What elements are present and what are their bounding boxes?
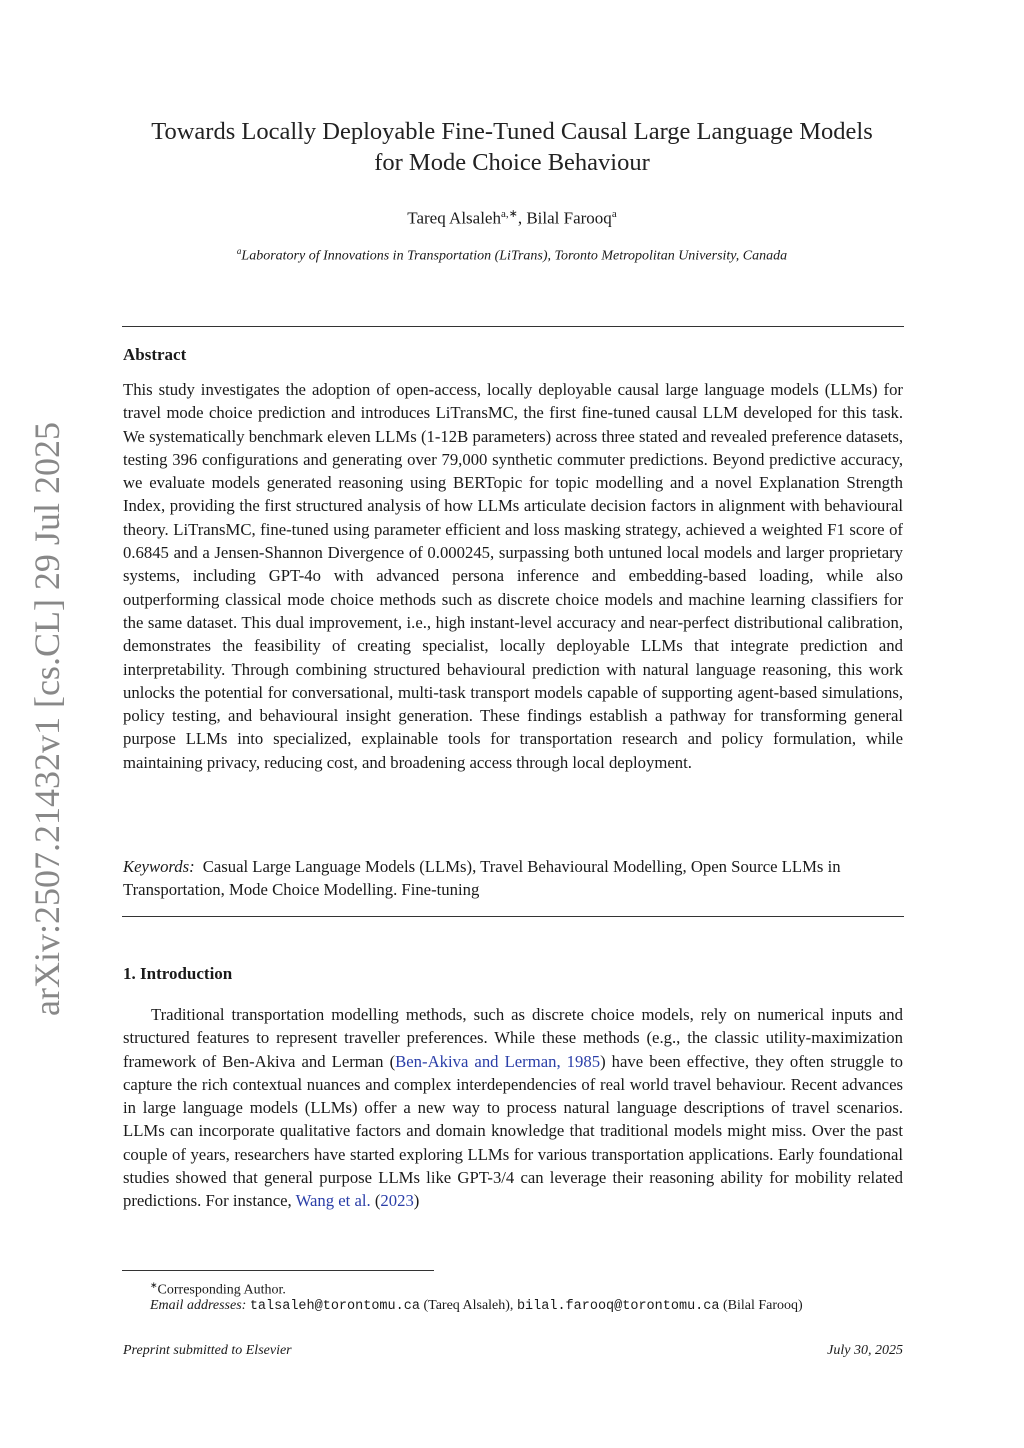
footer-date: July 30, 2025 <box>827 1343 903 1358</box>
citation-link[interactable]: Ben-Akiva and Lerman, 1985 <box>395 1051 601 1071</box>
author-affiliation-mark: a <box>611 208 617 220</box>
email-address[interactable]: bilal.farooq@torontomu.ca <box>516 1299 720 1314</box>
intro-text: Traditional transportation modelling methods, such as discrete choice models, rely on numerical inputs and structured features to represent traveller preferences. While these methods (e.g., the classic utility-maximization framework of Ben-Akiva and Lerman ( <box>123 1005 903 1071</box>
keywords-text: Casual Large Language Models (LLMs), Travel Behavioural Modelling, Open Source LLMs in Transportation, Mode Choice Modelling. Fine-tuning <box>123 857 841 900</box>
abstract-heading: Abstract <box>123 345 187 364</box>
email-label: Email addresses: <box>150 1298 247 1313</box>
footer-left: Preprint submitted to Elsevier <box>123 1343 292 1358</box>
intro-text: ) have been effective, they often struggle to capture the rich contextual nuances and complex interdependencies of real world travel behaviour. Recent advances in large language models (LLMs) offer a new way to process natural language descriptions of travel scenarios. LLMs can incorporate qualitative factors and domain knowledge that traditional models might miss. Over the past couple of years, researchers have started exploring LLMs for various transportation applications. Early foundational studies showed that general purpose LLMs like GPT-3/4 can leverage their reasoning ability for mobility related predictions. For instance, <box>123 1051 903 1211</box>
footnote-mark: ∗ <box>150 1280 158 1290</box>
introduction-paragraph <box>123 1003 903 1213</box>
email-address[interactable]: talsaleh@torontomu.ca <box>249 1299 420 1314</box>
intro-text: ( <box>370 1191 381 1211</box>
author-name: Bilal Farooq <box>526 208 612 228</box>
section-heading: 1. Introduction <box>123 964 233 983</box>
author-name: Tareq Alsaleh <box>407 208 501 228</box>
abstract-body: This study investigates the adoption of open-access, locally deployable causal large language models (LLMs) for travel mode choice prediction and introduces LiTransMC, the first fine-tuned causal LLM developed for this task. We systematically benchmark eleven LLMs (1-12B parameters) across three stated and revealed preference datasets, testing 396 configurations and generating over 79,000 synthetic commuter predictions. Beyond predictive accuracy, we evaluate models generated reasoning using BERTopic for topic modelling and a novel Explanation Strength Index, providing the first structured analysis of how LLMs articulate decision factors in alignment with behavioural theory. LiTransMC, fine-tuned using parameter efficient and loss masking strategy, achieved a weighted F1 score of 0.6845 and a Jensen-Shannon Divergence of 0.000245, surpassing both untuned local models and larger proprietary systems, including GPT-4o with advanced persona inference and embedding-based loading, while also outperforming classical mode choice methods such as discrete choice models and machine learning classifiers for the same dataset. This dual improvement, i.e., high instant-level accuracy and near-perfect distributional calibration, demonstrates the feasibility of creating specialist, locally deployable LLMs that integrate prediction and interpretability. Through combining structured behavioural prediction with natural language reasoning, this work unlocks the potential for conversational, multi-task transport models capable of supporting agent-based simulations, policy testing, and behavioural insight generation. These findings establish a pathway for transforming general purpose LLMs into specialized, explainable tools for transportation research and policy formulation, while maintaining privacy, reducing cost, and broadening access through local deployment. <box>123 380 903 772</box>
citation-link[interactable]: Wang et al. <box>295 1191 371 1211</box>
footnote-emails <box>150 1296 910 1316</box>
footnote-text: Corresponding Author. <box>157 1282 286 1298</box>
email-owner: (Bilal Farooq) <box>719 1298 803 1313</box>
affiliation-mark: a <box>236 246 242 256</box>
affiliation <box>120 246 904 265</box>
arxiv-stamp: arXiv:2507.21432v1 [cs.CL] 29 Jul 2025 <box>27 422 67 1016</box>
author-list <box>120 207 904 229</box>
author-affiliation-mark: a,∗ <box>500 208 518 220</box>
bottom-divider <box>122 916 904 917</box>
title-line-2: for Mode Choice Behaviour <box>374 149 650 176</box>
keywords <box>123 855 903 902</box>
keywords-label: Keywords: <box>123 857 195 876</box>
title-line-1: Towards Locally Deployable Fine-Tuned Causal Large Language Models <box>151 118 873 145</box>
email-owner: (Tareq Alsaleh), <box>419 1298 517 1313</box>
affiliation-text: Laboratory of Innovations in Transportation (LiTrans), Toronto Metropolitan University, Canada <box>241 248 788 264</box>
top-divider <box>122 326 904 327</box>
intro-text: ) <box>413 1191 420 1211</box>
footnote-divider <box>122 1270 434 1271</box>
author-separator: , <box>517 208 527 228</box>
paper-title <box>120 116 904 178</box>
citation-link[interactable]: 2023 <box>380 1191 414 1211</box>
page-footer <box>123 1343 903 1359</box>
